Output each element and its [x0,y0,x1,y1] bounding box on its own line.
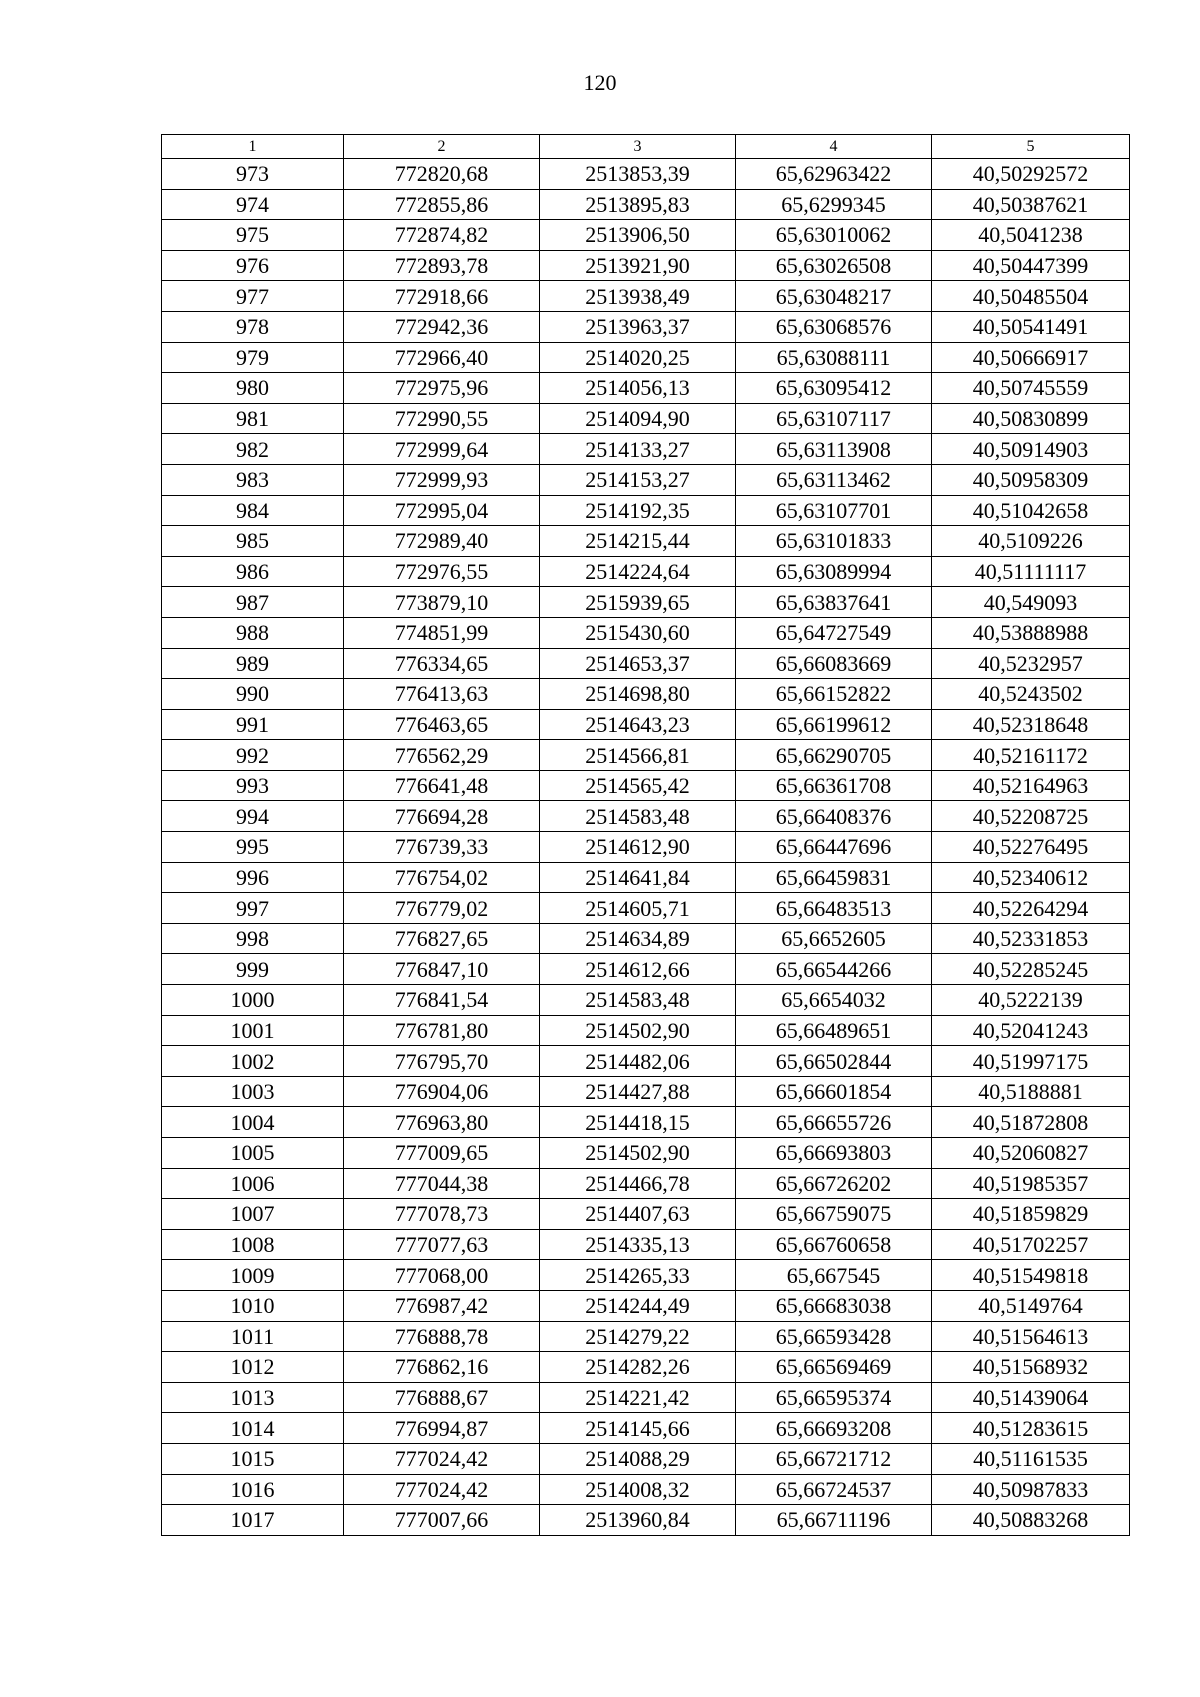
table-cell-col-3: 2514094,90 [540,403,736,434]
table-cell-col-1: 990 [162,679,344,710]
table-cell-col-1: 989 [162,648,344,679]
table-cell-col-4: 65,66152822 [736,679,932,710]
table-cell-col-2: 772855,86 [344,189,540,220]
table-cell-col-2: 777068,00 [344,1260,540,1291]
table-cell-col-5: 40,5188881 [932,1076,1130,1107]
table-cell-col-4: 65,66569469 [736,1352,932,1383]
table-cell-col-1: 1006 [162,1168,344,1199]
table-cell-col-5: 40,50958309 [932,464,1130,495]
table-cell-col-4: 65,6652605 [736,923,932,954]
table-cell-col-4: 65,63068576 [736,311,932,342]
table-cell-col-5: 40,5232957 [932,648,1130,679]
table-cell-col-3: 2514418,15 [540,1107,736,1138]
table-row [162,1260,1130,1291]
table-cell-col-5: 40,50447399 [932,250,1130,281]
table-cell-col-3: 2514605,71 [540,893,736,924]
table-cell-col-5: 40,52161172 [932,740,1130,771]
table-cell-col-4: 65,66361708 [736,770,932,801]
table-cell-col-3: 2515939,65 [540,587,736,618]
table-cell-col-4: 65,66408376 [736,801,932,832]
table-cell-col-3: 2513960,84 [540,1505,736,1536]
table-row [162,464,1130,495]
table-cell-col-2: 776739,33 [344,832,540,863]
table-cell-col-4: 65,63113908 [736,434,932,465]
table-row [162,495,1130,526]
table-row [162,220,1130,251]
table-cell-col-1: 977 [162,281,344,312]
table-cell-col-3: 2514612,90 [540,832,736,863]
column-header-5: 5 [932,135,1130,159]
table-cell-col-5: 40,51702257 [932,1229,1130,1260]
table-cell-col-2: 772990,55 [344,403,540,434]
table-row [162,1321,1130,1352]
table-cell-col-2: 772999,64 [344,434,540,465]
table-cell-col-3: 2514133,27 [540,434,736,465]
table-cell-col-3: 2514088,29 [540,1443,736,1474]
table-row [162,862,1130,893]
table-cell-col-4: 65,66693208 [736,1413,932,1444]
table-cell-col-4: 65,66601854 [736,1076,932,1107]
table-cell-col-4: 65,63107701 [736,495,932,526]
table-cell-col-3: 2514583,48 [540,801,736,832]
table-body [162,159,1130,1536]
table-cell-col-5: 40,51549818 [932,1260,1130,1291]
table-cell-col-5: 40,50745559 [932,373,1130,404]
table-cell-col-4: 65,66711196 [736,1505,932,1536]
table-cell-col-4: 65,66655726 [736,1107,932,1138]
table-row [162,1015,1130,1046]
table-cell-col-5: 40,5149764 [932,1290,1130,1321]
table-cell-col-3: 2514466,78 [540,1168,736,1199]
table-cell-col-5: 40,51568932 [932,1352,1130,1383]
table-cell-col-3: 2514145,66 [540,1413,736,1444]
table-cell-col-4: 65,63048217 [736,281,932,312]
table-row [162,617,1130,648]
table-cell-col-2: 776334,65 [344,648,540,679]
table-row [162,342,1130,373]
table-row [162,709,1130,740]
table-cell-col-5: 40,5243502 [932,679,1130,710]
table-cell-col-3: 2514502,90 [540,1015,736,1046]
table-cell-col-2: 776963,80 [344,1107,540,1138]
table-cell-col-1: 1016 [162,1474,344,1505]
table-cell-col-5: 40,52060827 [932,1138,1130,1169]
table-cell-col-3: 2514335,13 [540,1229,736,1260]
table-cell-col-3: 2513963,37 [540,311,736,342]
table-cell-col-3: 2514612,66 [540,954,736,985]
table-row [162,1443,1130,1474]
table-cell-col-5: 40,52285245 [932,954,1130,985]
table-cell-col-5: 40,50830899 [932,403,1130,434]
table-cell-col-4: 65,63010062 [736,220,932,251]
table-cell-col-3: 2514502,90 [540,1138,736,1169]
table-row [162,434,1130,465]
table-cell-col-1: 1002 [162,1046,344,1077]
table-row [162,1229,1130,1260]
table-cell-col-4: 65,63107117 [736,403,932,434]
table-cell-col-2: 776562,29 [344,740,540,771]
table-cell-col-2: 772966,40 [344,342,540,373]
table-cell-col-1: 1013 [162,1382,344,1413]
table-cell-col-2: 776827,65 [344,923,540,954]
table-cell-col-2: 776781,80 [344,1015,540,1046]
table-cell-col-5: 40,50541491 [932,311,1130,342]
table-cell-col-1: 1014 [162,1413,344,1444]
table-cell-col-2: 772874,82 [344,220,540,251]
table-cell-col-2: 772942,36 [344,311,540,342]
table-cell-col-1: 991 [162,709,344,740]
table-cell-col-4: 65,63101833 [736,526,932,557]
table-cell-col-1: 987 [162,587,344,618]
table-cell-col-5: 40,51872808 [932,1107,1130,1138]
table-cell-col-1: 1017 [162,1505,344,1536]
table-cell-col-2: 777009,65 [344,1138,540,1169]
table-cell-col-3: 2514653,37 [540,648,736,679]
table-cell-col-5: 40,52331853 [932,923,1130,954]
table-cell-col-2: 772995,04 [344,495,540,526]
table-cell-col-1: 985 [162,526,344,557]
table-row [162,1505,1130,1536]
table-cell-col-2: 776795,70 [344,1046,540,1077]
table-cell-col-1: 994 [162,801,344,832]
table-cell-col-3: 2514566,81 [540,740,736,771]
table-row [162,250,1130,281]
table-cell-col-3: 2514244,49 [540,1290,736,1321]
table-cell-col-2: 777044,38 [344,1168,540,1199]
table-cell-col-1: 992 [162,740,344,771]
table-row [162,159,1130,190]
table-cell-col-4: 65,66759075 [736,1199,932,1230]
table-cell-col-4: 65,63837641 [736,587,932,618]
table-cell-col-2: 774851,99 [344,617,540,648]
table-cell-col-4: 65,66483513 [736,893,932,924]
table-cell-col-3: 2514634,89 [540,923,736,954]
table-cell-col-5: 40,51042658 [932,495,1130,526]
table-cell-col-4: 65,66724537 [736,1474,932,1505]
table-cell-col-1: 986 [162,556,344,587]
table-row [162,311,1130,342]
table-cell-col-4: 65,63089994 [736,556,932,587]
table-cell-col-1: 984 [162,495,344,526]
table-cell-col-1: 1001 [162,1015,344,1046]
table-row [162,556,1130,587]
table-cell-col-1: 1011 [162,1321,344,1352]
table-row [162,801,1130,832]
table-cell-col-5: 40,50987833 [932,1474,1130,1505]
table-row [162,403,1130,434]
table-cell-col-1: 1010 [162,1290,344,1321]
table-cell-col-4: 65,66489651 [736,1015,932,1046]
table-cell-col-1: 996 [162,862,344,893]
table-row [162,587,1130,618]
table-row [162,1046,1130,1077]
table-cell-col-3: 2515430,60 [540,617,736,648]
table-cell-col-4: 65,63113462 [736,464,932,495]
table-cell-col-5: 40,52264294 [932,893,1130,924]
table-cell-col-5: 40,51859829 [932,1199,1130,1230]
page-number: 120 [583,70,617,95]
table-cell-col-4: 65,66544266 [736,954,932,985]
table-cell-col-3: 2514215,44 [540,526,736,557]
table-cell-col-4: 65,63095412 [736,373,932,404]
table-cell-col-1: 998 [162,923,344,954]
table-cell-col-3: 2514641,84 [540,862,736,893]
table-row [162,679,1130,710]
table-cell-col-3: 2514020,25 [540,342,736,373]
table-cell-col-2: 773879,10 [344,587,540,618]
table-row [162,1413,1130,1444]
table-cell-col-3: 2514008,32 [540,1474,736,1505]
table-cell-col-2: 777077,63 [344,1229,540,1260]
table-cell-col-4: 65,66459831 [736,862,932,893]
table-row [162,1168,1130,1199]
table-cell-col-2: 776841,54 [344,985,540,1016]
table-cell-col-4: 65,66683038 [736,1290,932,1321]
table-cell-col-2: 776413,63 [344,679,540,710]
table-cell-col-2: 772989,40 [344,526,540,557]
table-cell-col-4: 65,62963422 [736,159,932,190]
table-cell-col-1: 980 [162,373,344,404]
table-cell-col-2: 772976,55 [344,556,540,587]
table-cell-col-5: 40,52164963 [932,770,1130,801]
table-row [162,893,1130,924]
table-cell-col-3: 2513938,49 [540,281,736,312]
table-cell-col-5: 40,5109226 [932,526,1130,557]
column-header-3: 3 [540,135,736,159]
table-cell-col-1: 997 [162,893,344,924]
table-cell-col-2: 776779,02 [344,893,540,924]
coordinates-table [161,134,1130,1536]
table-cell-col-3: 2513895,83 [540,189,736,220]
table-cell-col-3: 2514698,80 [540,679,736,710]
table-cell-col-5: 40,52276495 [932,832,1130,863]
table-cell-col-4: 65,66726202 [736,1168,932,1199]
table-row [162,281,1130,312]
table-cell-col-1: 978 [162,311,344,342]
table-cell-col-4: 65,66199612 [736,709,932,740]
table-cell-col-2: 776847,10 [344,954,540,985]
table-row [162,985,1130,1016]
table-cell-col-3: 2514427,88 [540,1076,736,1107]
table-cell-col-3: 2514224,64 [540,556,736,587]
table-cell-col-1: 979 [162,342,344,373]
column-header-4: 4 [736,135,932,159]
table-cell-col-5: 40,50883268 [932,1505,1130,1536]
table-cell-col-4: 65,63026508 [736,250,932,281]
table-cell-col-1: 1012 [162,1352,344,1383]
table-row [162,923,1130,954]
table-cell-col-4: 65,66760658 [736,1229,932,1260]
table-cell-col-3: 2514265,33 [540,1260,736,1291]
table-row [162,1474,1130,1505]
table-row [162,1199,1130,1230]
table-row [162,1290,1130,1321]
table-cell-col-1: 995 [162,832,344,863]
table-cell-col-4: 65,66083669 [736,648,932,679]
table-cell-col-5: 40,50914903 [932,434,1130,465]
table-cell-col-2: 772918,66 [344,281,540,312]
table-cell-col-3: 2513921,90 [540,250,736,281]
table-cell-col-1: 1000 [162,985,344,1016]
table-cell-col-2: 772975,96 [344,373,540,404]
table-cell-col-2: 776463,65 [344,709,540,740]
table-cell-col-1: 988 [162,617,344,648]
table-cell-col-5: 40,50666917 [932,342,1130,373]
table-cell-col-5: 40,549093 [932,587,1130,618]
table-cell-col-4: 65,6654032 [736,985,932,1016]
table-cell-col-4: 65,66290705 [736,740,932,771]
table-cell-col-2: 777078,73 [344,1199,540,1230]
table-cell-col-1: 993 [162,770,344,801]
table-row [162,648,1130,679]
table-cell-col-2: 776904,06 [344,1076,540,1107]
column-header-1: 1 [162,135,344,159]
table-cell-col-3: 2514282,26 [540,1352,736,1383]
table-cell-col-1: 1009 [162,1260,344,1291]
header-row [162,135,1130,159]
table-cell-col-2: 776862,16 [344,1352,540,1383]
table-cell-col-2: 772893,78 [344,250,540,281]
table-cell-col-4: 65,667545 [736,1260,932,1291]
table-cell-col-4: 65,6299345 [736,189,932,220]
table-cell-col-5: 40,51161535 [932,1443,1130,1474]
table-cell-col-1: 983 [162,464,344,495]
table-cell-col-4: 65,66502844 [736,1046,932,1077]
table-cell-col-1: 976 [162,250,344,281]
table-row [162,770,1130,801]
table-cell-col-3: 2514583,48 [540,985,736,1016]
table-cell-col-5: 40,5041238 [932,220,1130,251]
table-cell-col-1: 1005 [162,1138,344,1169]
table-cell-col-3: 2514221,42 [540,1382,736,1413]
table-cell-col-1: 975 [162,220,344,251]
table-cell-col-3: 2513906,50 [540,220,736,251]
table-cell-col-3: 2514056,13 [540,373,736,404]
table-cell-col-5: 40,5222139 [932,985,1130,1016]
table-cell-col-5: 40,51997175 [932,1046,1130,1077]
table-cell-col-3: 2514279,22 [540,1321,736,1352]
table-header [162,135,1130,159]
table-row [162,832,1130,863]
table-cell-col-2: 776994,87 [344,1413,540,1444]
table-cell-col-2: 776987,42 [344,1290,540,1321]
table-cell-col-2: 776694,28 [344,801,540,832]
table-cell-col-1: 999 [162,954,344,985]
table-cell-col-4: 65,66447696 [736,832,932,863]
table-cell-col-3: 2514565,42 [540,770,736,801]
table-cell-col-1: 982 [162,434,344,465]
table-cell-col-1: 973 [162,159,344,190]
table-row [162,954,1130,985]
table-cell-col-4: 65,66721712 [736,1443,932,1474]
table-cell-col-3: 2514153,27 [540,464,736,495]
table-cell-col-5: 40,52340612 [932,862,1130,893]
table-cell-col-5: 40,50387621 [932,189,1130,220]
table-row [162,189,1130,220]
table-cell-col-5: 40,53888988 [932,617,1130,648]
table-row [162,1107,1130,1138]
table-cell-col-2: 777024,42 [344,1443,540,1474]
table-row [162,373,1130,404]
table-cell-col-5: 40,50292572 [932,159,1130,190]
table-cell-col-3: 2514192,35 [540,495,736,526]
table-cell-col-5: 40,51439064 [932,1382,1130,1413]
table-cell-col-4: 65,66593428 [736,1321,932,1352]
table-cell-col-1: 1015 [162,1443,344,1474]
table-row [162,526,1130,557]
table-cell-col-5: 40,52041243 [932,1015,1130,1046]
table-cell-col-4: 65,63088111 [736,342,932,373]
table-cell-col-4: 65,64727549 [736,617,932,648]
column-header-2: 2 [344,135,540,159]
table-cell-col-2: 777007,66 [344,1505,540,1536]
table-cell-col-2: 772820,68 [344,159,540,190]
table-cell-col-2: 777024,42 [344,1474,540,1505]
table-cell-col-2: 776641,48 [344,770,540,801]
table-cell-col-4: 65,66693803 [736,1138,932,1169]
table-cell-col-3: 2514482,06 [540,1046,736,1077]
table-cell-col-5: 40,51564613 [932,1321,1130,1352]
table-cell-col-4: 65,66595374 [736,1382,932,1413]
table-cell-col-5: 40,51985357 [932,1168,1130,1199]
table-cell-col-1: 974 [162,189,344,220]
table-cell-col-2: 776888,67 [344,1382,540,1413]
table-cell-col-2: 776754,02 [344,862,540,893]
table-row [162,1382,1130,1413]
table-cell-col-1: 1007 [162,1199,344,1230]
table-cell-col-2: 772999,93 [344,464,540,495]
table-cell-col-5: 40,51283615 [932,1413,1130,1444]
table-cell-col-1: 1008 [162,1229,344,1260]
table-cell-col-3: 2513853,39 [540,159,736,190]
table-cell-col-5: 40,52208725 [932,801,1130,832]
table-cell-col-1: 1004 [162,1107,344,1138]
table-cell-col-5: 40,51111117 [932,556,1130,587]
table-cell-col-5: 40,50485504 [932,281,1130,312]
table-cell-col-3: 2514643,23 [540,709,736,740]
table-row [162,1138,1130,1169]
table-cell-col-5: 40,52318648 [932,709,1130,740]
table-cell-col-3: 2514407,63 [540,1199,736,1230]
table-row [162,1076,1130,1107]
table-cell-col-1: 1003 [162,1076,344,1107]
table-cell-col-2: 776888,78 [344,1321,540,1352]
table-row [162,1352,1130,1383]
table-row [162,740,1130,771]
table-cell-col-1: 981 [162,403,344,434]
